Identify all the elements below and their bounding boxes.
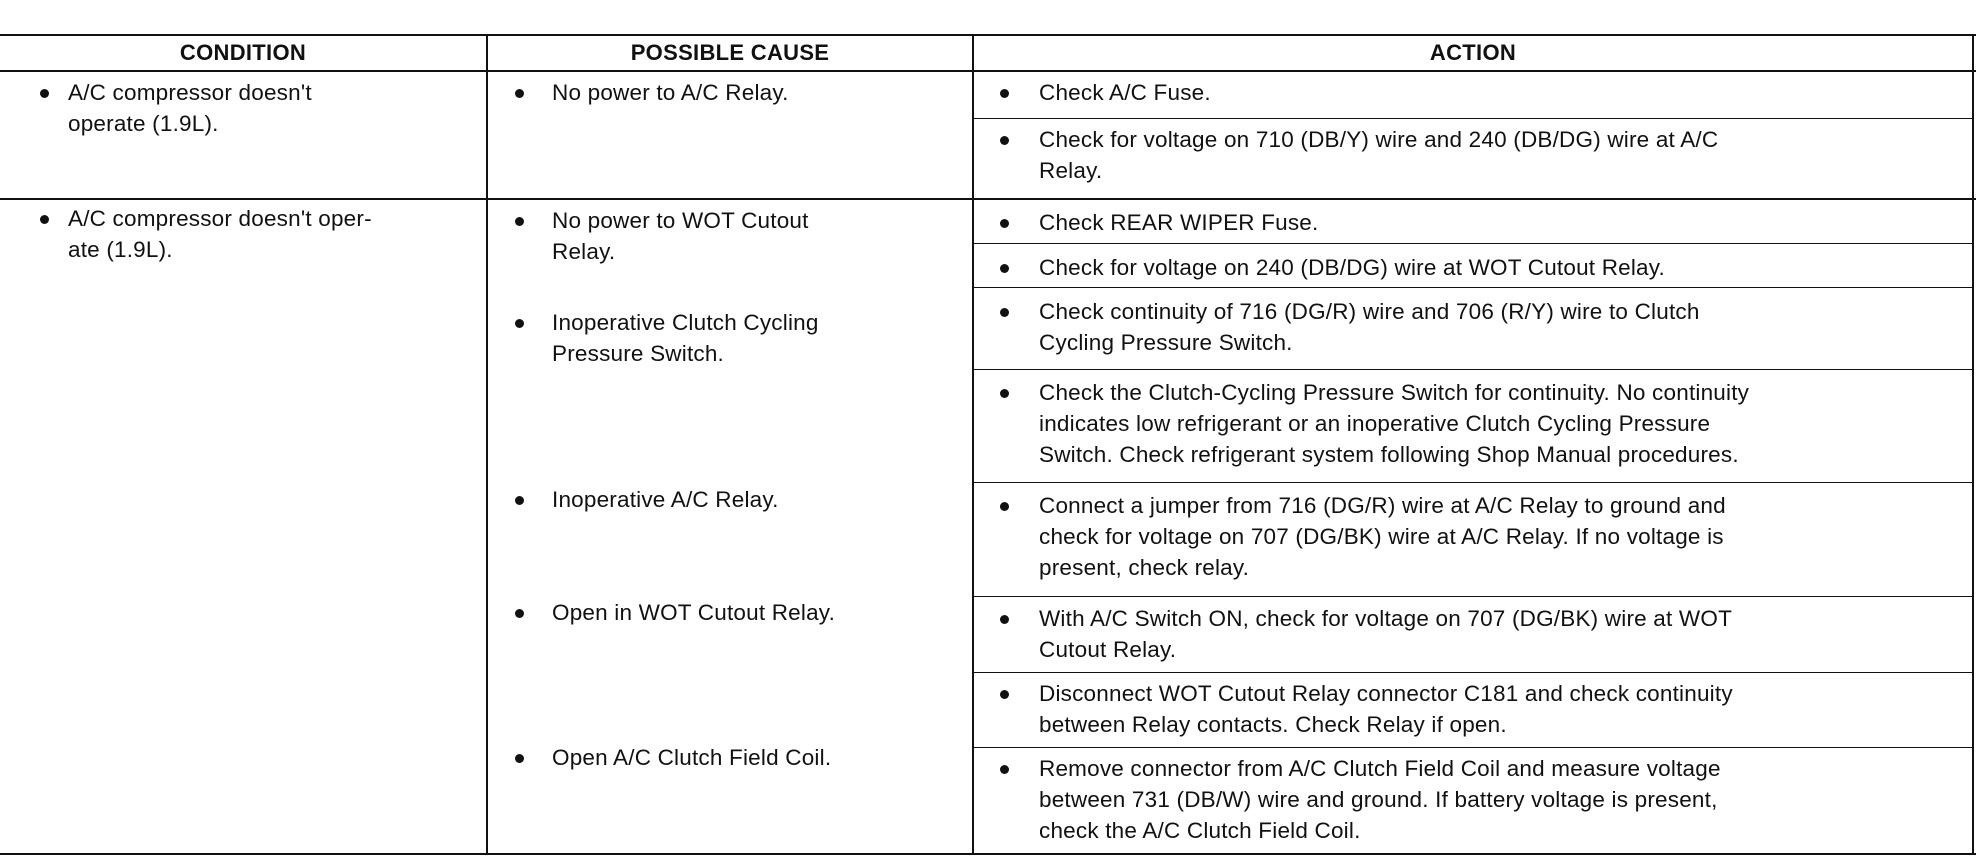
action-separator [972,118,1974,119]
cause-text: No power to A/C Relay. [552,80,789,105]
action-separator [972,672,1974,673]
bullet-icon [1000,89,1009,98]
header-possible-cause: POSSIBLE CAUSE [630,40,830,65]
action-separator [972,482,1974,483]
bullet-icon [40,215,49,224]
header-bottom-border [0,70,1976,72]
bullet-icon [515,89,524,98]
row-divider [0,198,1976,200]
cause-text: Open A/C Clutch Field Coil. [552,745,832,770]
bullet-icon [515,754,524,763]
header-condition: CONDITION [179,40,307,65]
bullet-icon [515,217,524,226]
cause-text: Inoperative Clutch Cycling Pressure Switch. [552,310,819,366]
condition-text: A/C compressor doesn't operate (1.9L). [68,80,312,136]
action-text: Remove connector from A/C Clutch Field Coil and measure voltage between 731 (DB/W) wire and ground. If battery voltage is present, check the A/C Clutch Field Coil. [1039,756,1721,843]
bullet-icon [1000,765,1009,774]
action-text: Check continuity of 716 (DG/R) wire and 706 (R/Y) wire to Clutch Cycling Pressure Switch. [1039,299,1700,355]
header-action: ACTION [1429,40,1517,65]
action-separator [972,596,1974,597]
bullet-icon [1000,690,1009,699]
action-text: Disconnect WOT Cutout Relay connector C181 and check continuity between Relay contacts. Check Relay if open. [1039,681,1733,737]
cause-text: Open in WOT Cutout Relay. [552,600,836,625]
action-separator [972,747,1974,748]
condition-text: A/C compressor doesn't oper- ate (1.9L). [68,206,372,262]
bullet-icon [1000,264,1009,273]
bullet-icon [515,319,524,328]
bullet-icon [1000,136,1009,145]
bullet-icon [1000,219,1009,228]
cause-text: No power to WOT Cutout Relay. [552,208,809,264]
cause-text: Inoperative A/C Relay. [552,487,779,512]
action-separator [972,287,1974,288]
column-divider-1 [486,34,488,855]
bullet-icon [1000,615,1009,624]
action-text: Connect a jumper from 716 (DG/R) wire at A/C Relay to ground and check for voltage on 707 (DG/BK) wire at A/C Relay. If no voltage is present, check relay. [1039,493,1726,580]
table-right-border [1972,34,1974,855]
action-text: Check the Clutch-Cycling Pressure Switch for continuity. No continuity indicates low refrigerant or an inoperative Clutch Cycling Pressure Switch. Check refrigerant system following Shop Manual procedures. [1039,380,1750,467]
bullet-icon [1000,502,1009,511]
bullet-icon [1000,308,1009,317]
bullet-icon [515,496,524,505]
action-separator [972,369,1974,370]
bullet-icon [1000,389,1009,398]
action-text: With A/C Switch ON, check for voltage on 707 (DG/BK) wire at WOT Cutout Relay. [1039,606,1733,662]
bullet-icon [515,609,524,618]
action-separator [972,243,1974,244]
bullet-icon [40,89,49,98]
column-divider-2 [972,34,974,855]
action-text: Check for voltage on 240 (DB/DG) wire at WOT Cutout Relay. [1039,255,1665,280]
action-text: Check REAR WIPER Fuse. [1039,210,1319,235]
action-text: Check A/C Fuse. [1039,80,1211,105]
action-text: Check for voltage on 710 (DB/Y) wire and 240 (DB/DG) wire at A/C Relay. [1039,127,1719,183]
table-bottom-border [0,853,1976,855]
